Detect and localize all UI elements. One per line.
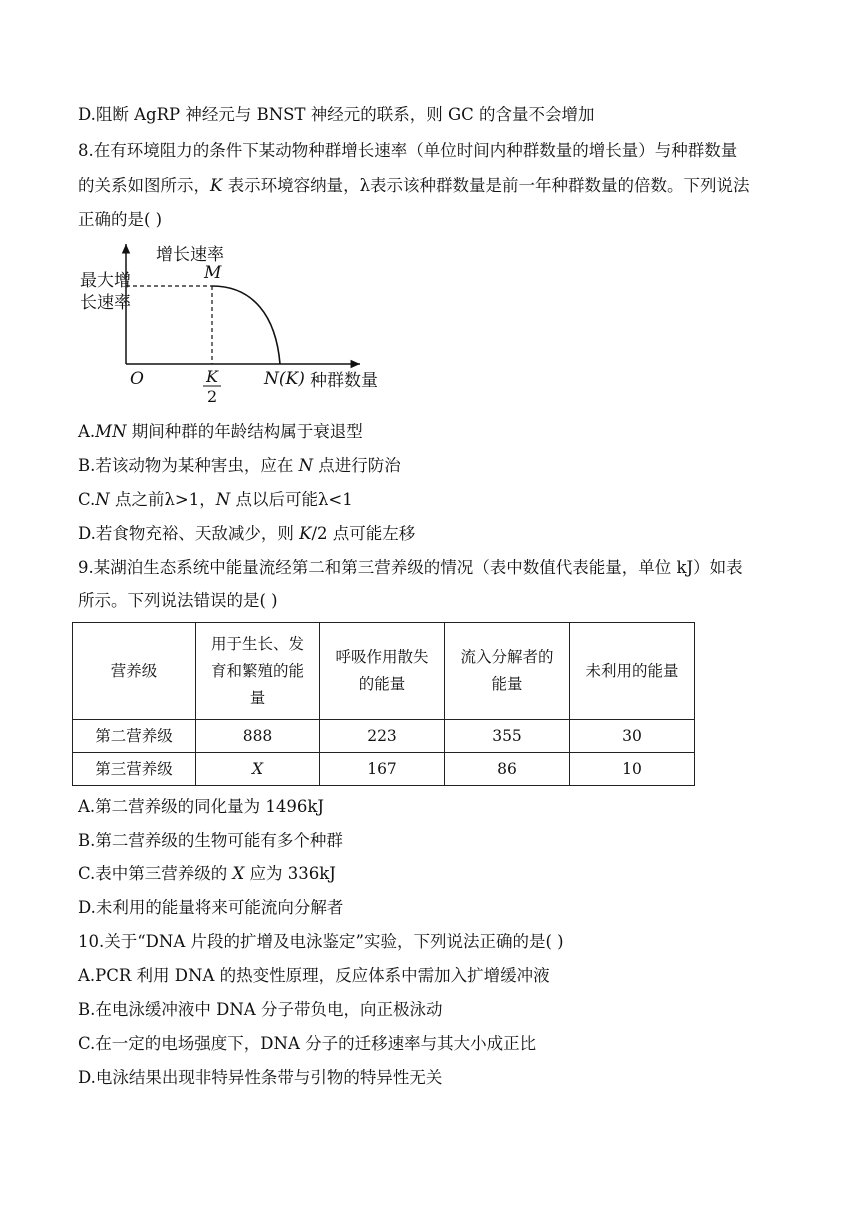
q10-stem: 10.关于“DNA 片段的扩增及电泳鉴定”实验，下列说法正确的是( ): [78, 932, 564, 951]
table-row: [73, 720, 695, 753]
q10-option-c: C.在一定的电场强度下，DNA 分子的迁移速率与其大小成正比: [78, 1034, 537, 1053]
table-cell: 第二营养级: [73, 720, 196, 753]
header-cell-decomposer-flow: 流入分解者的 能量: [445, 623, 570, 720]
q8-stem-line2: 的关系如图所示，K 表示环境容纳量，λ表示该种群数量是前一年种群数量的倍数。下列说法: [78, 176, 750, 195]
k-half-denominator: 2: [207, 387, 218, 406]
q9-option-a: A.第二营养级的同化量为 1496kJ: [78, 797, 325, 816]
k-half-numerator: K: [206, 367, 218, 386]
x-axis-label: 种群数量: [310, 371, 378, 391]
q8-stem-line1: 8.在有环境阻力的条件下某动物种群增长速率（单位时间内种群数量的增长量）与种群数量: [78, 141, 738, 160]
q10-option-a: A.PCR 利用 DNA 的热变性原理，反应体系中需加入扩增缓冲液: [78, 966, 550, 985]
header-cell-growth-energy: 用于生长、发 育和繁殖的能 量: [196, 623, 320, 720]
q9-stem-line2: 所示。下列说法错误的是( ): [78, 591, 278, 610]
q10-option-b: B.在电泳缓冲液中 DNA 分子带负电，向正极泳动: [78, 1000, 443, 1019]
q8-option-a: A.MN 期间种群的年龄结构属于衰退型: [78, 422, 363, 441]
q9-option-d: D.未利用的能量将来可能流向分解者: [78, 898, 344, 917]
point-n-label: N(K): [264, 369, 305, 389]
table-cell: 223: [320, 720, 445, 753]
q9-stem-line1: 9.某湖泊生态系统中能量流经第二和第三营养级的情况（表中数值代表能量，单位 kJ）如表: [78, 558, 743, 577]
q9-option-c: C.表中第三营养级的 X 应为 336kJ: [78, 864, 336, 883]
growth-rate-curve: [212, 286, 280, 364]
table-cell: 888: [196, 720, 320, 753]
table-cell: 30: [570, 720, 695, 753]
q8-option-d: D.若食物充裕、天敌减少，则 K/2 点可能左移: [78, 524, 416, 543]
table-cell: 第三营养级: [73, 753, 196, 786]
table-cell: 86: [445, 753, 570, 786]
header-cell-respiration-loss: 呼吸作用散失 的能量: [320, 623, 445, 720]
table-cell: 10: [570, 753, 695, 786]
table-cell: 355: [445, 720, 570, 753]
q8-stem-line3: 正确的是( ): [78, 210, 163, 229]
table-row: [73, 753, 695, 786]
point-m-label: M: [204, 263, 222, 283]
table-cell: 167: [320, 753, 445, 786]
q8-option-b: B.若该动物为某种害虫，应在 N 点进行防治: [78, 456, 401, 475]
y-axis-label: 增长速率: [156, 245, 224, 265]
header-cell-unused-energy: 未利用的能量: [570, 623, 695, 720]
table-cell: X: [196, 753, 320, 786]
q10-option-d: D.电泳结果出现非特异性条带与引物的特异性无关: [78, 1068, 443, 1087]
origin-label: O: [130, 369, 144, 389]
q9-option-b: B.第二营养级的生物可能有多个种群: [78, 831, 343, 850]
growth-rate-figure: [78, 236, 398, 406]
energy-flow-table: [72, 622, 695, 786]
max-rate-label-line2: 长速率: [80, 293, 131, 313]
max-rate-label-line1: 最大增: [80, 271, 131, 291]
table-header-row: [73, 623, 695, 720]
q8-option-c: C.N 点之前λ>1，N 点以后可能λ<1: [78, 490, 353, 509]
header-cell-trophic-level: 营养级: [73, 623, 196, 720]
q7-option-d: D.阻断 AgRP 神经元与 BNST 神经元的联系，则 GC 的含量不会增加: [78, 105, 595, 124]
